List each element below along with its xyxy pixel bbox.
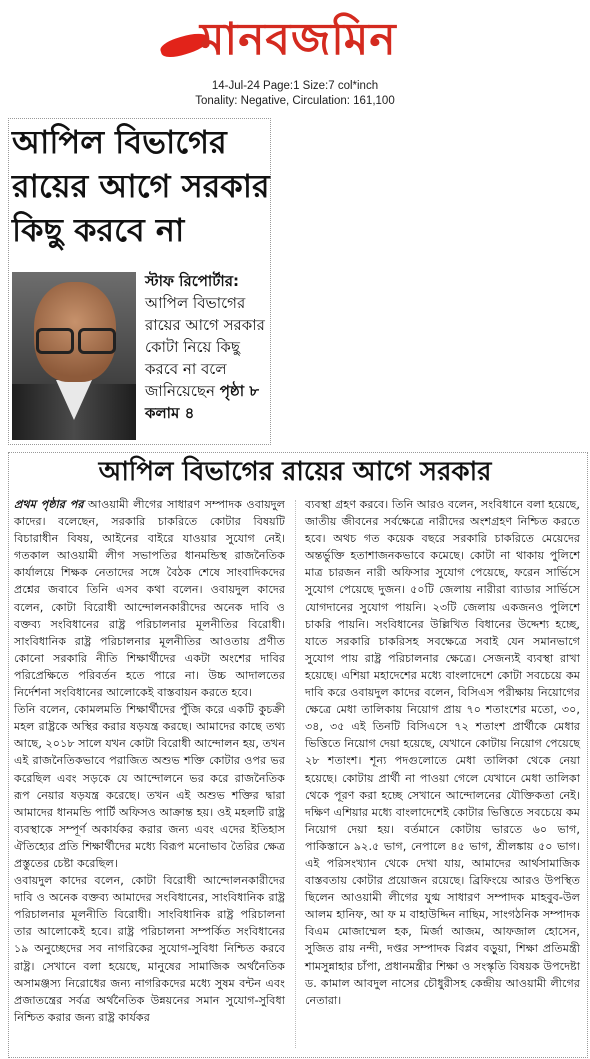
article-column-1 bbox=[14, 496, 285, 1026]
column-1-para-3: ওবায়দুল কাদের বলেন, কোটা বিরোধী আন্দোলনকারীদের দাবি ও অনেক বক্তব্য আমাদের সংবিধানের, সাংবিধানিক রাষ্ট্র পরিচালনার মূলনীতি বিরোধী। সাংবিধানিক রাষ্ট্র পরিচালনা তার আলোকেই হবে। রাষ্ট্র পরিচালনা সম্পর্কিত সংবিধানের ১৯ অনুচ্ছেদের সব নাগরিকের সুযোগ-সুবিধা নিশ্চিত করবে রাষ্ট্র। সেখানে বলা হয়েছে, মানুষের সামাজিক অর্থনৈতিক অসামঞ্জস্য নিরোধের জন্য নাগরিকদের মধ্যে সুষম বন্টন এবং প্রজাতন্ত্রের সর্বত্র অর্থনৈতিক উন্নয়নের সমান সুযোগ-সুবিধা নিশ্চিত করার জন্য রাষ্ট্র কার্যকর bbox=[14, 874, 285, 1024]
headline-line-1: আপিল বিভাগের bbox=[12, 123, 227, 161]
front-headline bbox=[12, 120, 270, 252]
lead-text: আপিল বিভাগের রায়ের আগে সরকার কোটা নিয়ে কিছু করবে না বলে জানিয়েছেন bbox=[145, 294, 265, 400]
headline-line-2: রায়ের আগে সরকার bbox=[12, 167, 270, 205]
lead-paragraph bbox=[145, 270, 267, 424]
column-divider bbox=[295, 500, 296, 1048]
continuation-headline: আপিল বিভাগের রায়ের আগে সরকার bbox=[98, 457, 492, 487]
newspaper-masthead bbox=[160, 10, 430, 74]
clip-meta-tonality: Tonality: Negative, Circulation: 161,100 bbox=[195, 95, 395, 107]
byline: স্টাফ রিপোর্টার: bbox=[145, 272, 240, 290]
jump-line: পৃষ্ঠা ৮ কলাম ৪ bbox=[145, 382, 259, 422]
column-1-para-2: তিনি বলেন, কোমলমতি শিক্ষার্থীদের পুঁজি করে একটি কুচক্রী মহল রাষ্ট্রকে অস্থির করার ষড়যন্ত্র করছে। আমাদের কাছে তথ্য আছে, ২০১৮ সালে যখন কোটা বিরোধী আন্দোলন হয়, তখন এই রাজনৈতিকভাবে পরাজিত অশুভ শক্তি কোটার ওপর ভর করেছিল এবং সড়কে যে আন্দোলনে ভর করে রাজনৈতিক রূপ নেয়ার ষড়যন্ত্র করেছে। তখন এই অশুভ শক্তির দ্বারা আমাদের ধানমন্ডি পার্টি অফিসও আক্রান্ত হয়। ওই মহলটি রাষ্ট্র ব্যবস্থাকে সম্পূর্ণ অকার্যকর করার জন্য এবং এদের ইতিহাস ঐতিহ্যের প্রতি শিক্ষার্থীদের মধ্যে বিরূপ মনোভাব তৈরির ক্ষেত্র প্রস্তুতের চেষ্টা করেছিল। bbox=[14, 703, 285, 870]
column-2-para-1: ব্যবস্থা গ্রহণ করবে। তিনি আরও বলেন, সংবিধানে বলা হয়েছে, জাতীয় জীবনের সর্বক্ষেত্রে নারীদের অংশগ্রহণ নিশ্চিত করতে হবে। অথচ গত কয়েক বছরে সরকারি চাকরিতে মেয়েদের অন্তর্ভুক্তি হতাশাজনকভাবে কমেছে। কোটা না থাকায় পুলিশে মাত্র চারজন নারী অফিসার সুযোগ পেয়েছে, ফরেন সার্ভিসে সুযোগ পেয়েছে দুজন। ৫০টি জেলায় নারীরা ব্যাডার সার্ভিসে যোগদানের সুযোগ পায়নি। ২৩টি জেলায় একজনও পুলিশে চাকরি পায়নি। সংবিধানের উল্লিখিত বিধানের উদ্দেশ্য হচ্ছে, যাতে সরকারি চাকরিসহ সবক্ষেত্রে সবাই যেন সমানভাগে সুযোগ পায় রাষ্ট্র পরিচালনার ক্ষেত্রে। সেজন্যই ব্যবস্থা রাখা হয়েছে। এশিয়া মহাদেশের মধ্যে বাংলাদেশে কোটা সবচেয়ে কম দাবি করে ওবায়দুল কাদের বলেন, বিসিএস পরীক্ষায় নিয়োগের ক্ষেত্রে মেধা তালিকায় নিয়োগ প্রায় ৭০ শতাংশের মতো, ৩০, ৩৪, ৩৫ এই তিনটি বিসিএসে ৭২ শতাংশ প্রার্থীকে মেধার ভিত্তিতে নিয়োগ দেয়া হয়েছে, যেখানে কোটায় নিয়োগ পেয়েছে ২৮ শতাংশ। শূন্য পদগুলোতে মেধা তালিকা থেকে নেয়া হয়েছে। কোটায় প্রার্থী না পাওয়া গেলে যেখানে মেধা তালিকা থেকে পূরণ করা হচ্ছে সেখানে আন্দোলনের যৌক্তিকতা নেই। দক্ষিণ এশিয়ার মধ্যে বাংলাদেশেই কোটার ভিত্তিতে সবচেয়ে কম নিয়োগ দেয়া হয়। বর্তমানে কোটায় ভারতে ৬০ ভাগ, পাকিস্তানে ৯২.৫ ভাগ, নেপালে ৪৫ ভাগ, শ্রীলঙ্কায় ৫০ ভাগ। এই পরিসংখ্যান থেকে দেখা যায়, আমাদের আর্থসামাজিক বাস্তবতায় কোটার প্রয়োজন রয়েছে। ব্রিফিংয়ে আরও উপস্থিত ছিলেন আওয়ামী লীগের যুগ্ম সাধারণ সম্পাদক মাহবুব-উল আলম হানিফ, আ ফ ম বাহাউদ্দিন নাছিম, সাংগঠনিক সম্পাদক বিএম মোজাম্মেল হক, মির্জা আজম, আফজাল হোসেন, সুজিত রায় নন্দী, দপ্তর সম্পাদক বিপ্লব বড়ুয়া, শিক্ষা প্রতিমন্ত্রী শামসুন্নাহার চাঁপা, প্রধানমন্ত্রীর শিক্ষা ও সংস্কৃতি বিষয়ক উপদেষ্টা ড. কামাল আবদুল নাসের চৌধুরীসহ কেন্দ্রীয় আওয়ামী লীগের নেতারা। bbox=[305, 498, 580, 1007]
column-1-para-1 bbox=[14, 496, 285, 701]
headline-line-3: কিছু করবে না bbox=[12, 211, 185, 249]
masthead-title: মানবজমিন bbox=[200, 14, 397, 65]
portrait-photo bbox=[12, 272, 136, 440]
column-1-para-1-text: আওয়ামী লীগের সাধারণ সম্পাদক ওবায়দুল কাদের। বলেছেন, সরকারি চাকরিতে কোটার বিষয়টি বিচারাধীন বিষয়, আইনের বাইরে যাওয়ার সুযোগ নেই। গতকাল আওয়ামী লীগ সভাপতির ধানমন্ডিস্থ রাজনৈতিক কার্যালয়ে শিক্ষক নেতাদের সঙ্গে বৈঠক শেষে সাংবাদিকদের প্রশ্নের জবাবে তিনি এসব কথা বলেন। ওবায়দুল কাদের বলেন, কোটা বিরোধী আন্দোলনকারীদের অনেক দাবি ও বক্তব্য সংবিধানের রাষ্ট্র পরিচালনার মূলনীতির বিরোধী। সাংবিধানিক রাষ্ট্র পরিচালনার মূলনীতির আওতায় প্রণীত কোনো সরকারি নীতি শিক্ষার্থীদের একটা অংশের দাবির পরিপ্রেক্ষিতে পরিবর্তন হতে পারে না। উচ্চ আদালতের নির্দেশনা সংবিধানের আলোকেই বাস্তবায়ন করতে হবে। bbox=[14, 498, 285, 700]
continued-kicker: প্রথম পৃষ্ঠার পর bbox=[14, 498, 84, 511]
article-column-2 bbox=[305, 496, 580, 1009]
clip-meta-page-size: 14-Jul-24 Page:1 Size:7 col*inch bbox=[211, 80, 379, 92]
